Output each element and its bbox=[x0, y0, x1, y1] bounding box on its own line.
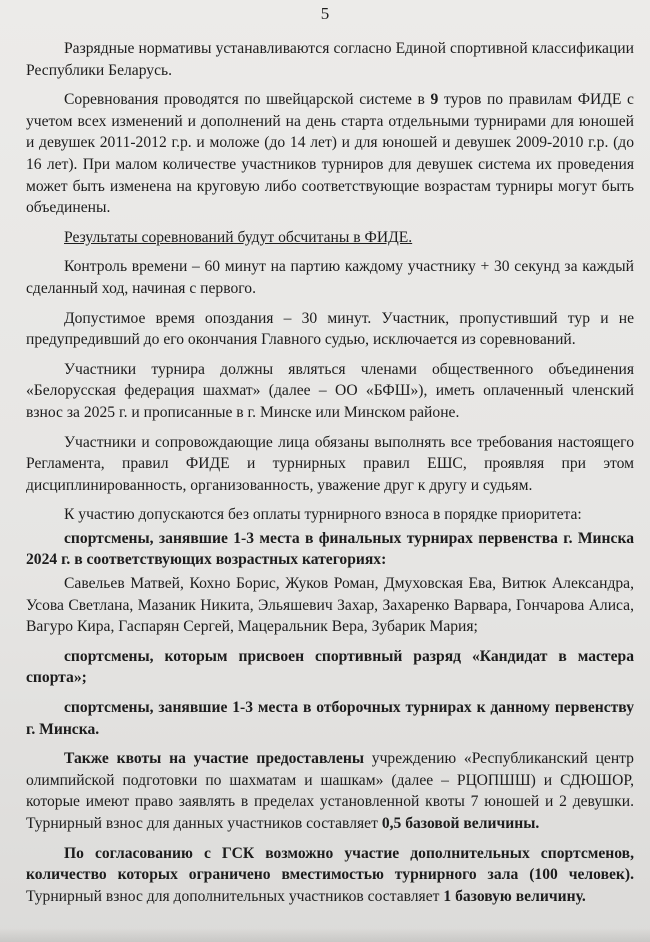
paragraph-system: Соревнования проводятся по швейцарской системе в 9 туров по правилам ФИДЕ с учетом всех изменений и дополнений на день старта отдельными турнирами для юношей и девушек 2011-2012 г.р. и моложе (до 14 лет) и для юношей и девушек 2009-2010 г.р. (до 16 лет). При малом количестве участников турниров для девушек система их проведения может быть изменена на круговую либо соответствующие возрастам турниры могут быть объединены. bbox=[26, 91, 634, 217]
paragraph-rules: Участники и сопровождающие лица обязаны выполнять все требования настоящего Регламента, правил ФИДЕ и турнирных правил ЕШС, проявляя при этом дисциплинированность, организованность, уважение друг к другу и судьям. bbox=[26, 433, 634, 494]
paragraph-delay: Допустимое время опоздания – 30 минут. Участник, пропустивший тур и не предупредивший до его окончания Главного судью, исключается из соревнований. bbox=[26, 309, 634, 349]
paragraph-names-list: Савельев Матвей, Кохно Борис, Жуков Роман, Дмуховская Ева, Витюк Александра, Усова Светлана, Мазаник Никита, Эльяшевич Захар, Захаренко Варвара, Гончарова Алиса, Вагуро Кира, Гаспарян Сергей, Мацеральник Вера, Зубарик Мария; bbox=[26, 575, 634, 636]
page-number: 5 bbox=[320, 4, 330, 23]
paragraph-membership: Участники турнира должны являться членами общественного объединения «Белорусская федерация шахмат» (далее – ОО «БФШ»), иметь оплаченный членский взнос за 2025 г. и прописанные в г. Минске или Минском районе. bbox=[26, 360, 634, 421]
paragraph-qualifiers: спортсмены, занявшие 1-3 места в отборочных турнирах к данному первенству г. Минска. bbox=[26, 699, 634, 738]
paragraph-candidate-master: спортсмены, которым присвоен спортивный разряд «Кандидат в мастера спорта»; bbox=[26, 647, 634, 687]
paragraph-time-control: Контроль времени – 60 минут на партию каждому участнику + 30 секунд за каждый сделанный ход, начиная с первого. bbox=[26, 258, 634, 297]
paragraph-additional: По согласованию с ГСК возможно участие дополнительных спортсменов, количество которых ограничено вместимостью турнирного зала (100 человек). Турнирный взнос для дополнительных участников составляет 1 базовую величину. bbox=[26, 844, 634, 905]
paragraph-fide-results: Результаты соревнований будут обсчитаны в ФИДЕ. bbox=[64, 228, 413, 246]
paragraph-finalists: спортсмены, занявшие 1-3 места в финальных турнирах первенства г. Минска 2024 г. в соответствующих возрастных категориях: bbox=[26, 529, 634, 569]
paragraph-quotas: Также квоты на участие предоставлены учреждению «Республиканский центр олимпийской подготовки по шахматам и шашкам» (далее – РЦОПШШ) и СДЮШОР, которые имеют право заявлять в пределах установленной квоты 7 юношей и 2 девушки. Турнирный взнос для данных участников составляет 0,5 базовой величины. bbox=[26, 750, 634, 832]
document-body bbox=[26, 38, 634, 915]
paragraph-classification: Разрядные нормативы устанавливаются согласно Единой спортивной классификации Республики Беларусь. bbox=[26, 40, 634, 79]
page-bottom-shadow bbox=[0, 928, 650, 942]
paragraph-admission: К участию допускаются без оплаты турнирного взноса в порядке приоритета: bbox=[64, 506, 582, 524]
